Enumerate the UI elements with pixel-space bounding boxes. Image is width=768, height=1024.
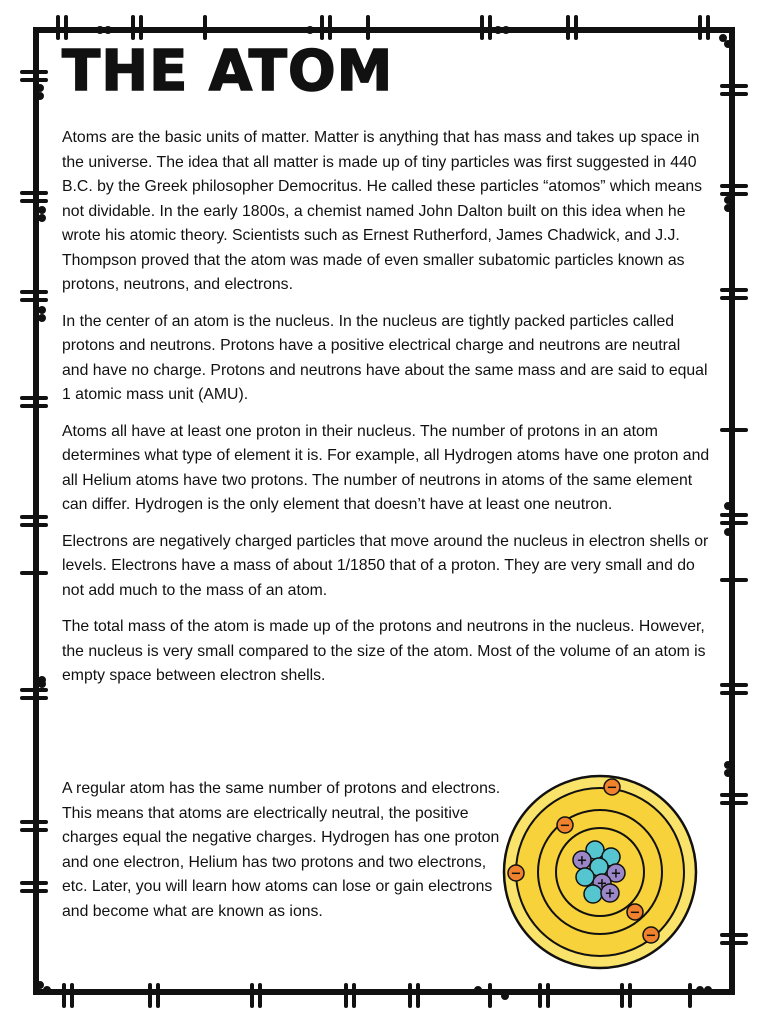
svg-text:+: + bbox=[596, 876, 608, 892]
svg-text:+: + bbox=[576, 853, 588, 869]
paragraph-5: The total mass of the atom is made up of the protons and neutrons in the nucleus. However, the nucleus is very small compared to the size of the atom. Most of the volume of an atom is empty space between electron shells. bbox=[62, 618, 706, 684]
svg-text:−: − bbox=[645, 928, 657, 944]
svg-text:−: − bbox=[510, 866, 522, 882]
svg-text:+: + bbox=[604, 886, 616, 902]
paragraph-2: In the center of an atom is the nucleus. In the nucleus are tightly packed particles called protons and neutrons. Protons have a positive electrical charge and neutrons are neutral and have no charge. Protons and neutrons have about the same mass and are said to equal 1 atomic mass unit (AMU). bbox=[62, 312, 708, 403]
svg-text:−: − bbox=[559, 818, 571, 834]
neutron bbox=[576, 868, 594, 886]
svg-text:+: + bbox=[610, 866, 622, 882]
paragraph-6: A regular atom has the same number of protons and electrons. This means that atoms are electrically neutral, the positive charges equal the negative charges. Hydrogen has one proton and one electron, Helium has two protons and two electrons, etc. Later, you will learn how atoms can lose or gain electrons and become what are known as ions. bbox=[62, 780, 501, 920]
svg-text:−: − bbox=[629, 905, 641, 921]
article-body bbox=[62, 126, 710, 701]
svg-text:−: − bbox=[606, 780, 618, 796]
paragraph-3: Atoms all have at least one proton in their nucleus. The number of protons in an atom determines what type of element it is. For example, all Hydrogen atoms have one proton and all Helium atoms have two protons. The number of neutrons in atoms of the same element can differ. Hydrogen is the only element that doesn’t have at least one neutron. bbox=[62, 422, 710, 513]
atom-diagram bbox=[500, 772, 700, 972]
page-title: THE ATOM bbox=[62, 39, 394, 104]
paragraph-1: Atoms are the basic units of matter. Matter is anything that has mass and takes up space in the universe. The idea that all matter is made up of tiny particles was first suggested in 440 B.C. by the Greek philosopher Democritus. He called these particles “atomos” which means not dividable. In the early 1800s, a chemist named John Dalton built on this idea when he wrote his atomic theory. Scientists such as Ernest Rutherford, James Chadwick, and J.J. Thompson proved that the atom was made of even smaller subatomic particles known as protons, neutrons, and electrons. bbox=[62, 129, 703, 293]
paragraph-4: Electrons are negatively charged particles that move around the nucleus in electron shells or levels. Electrons have a mass of about 1/1850 that of a proton. They are very small and do not add much to the mass of an atom. bbox=[62, 532, 709, 599]
